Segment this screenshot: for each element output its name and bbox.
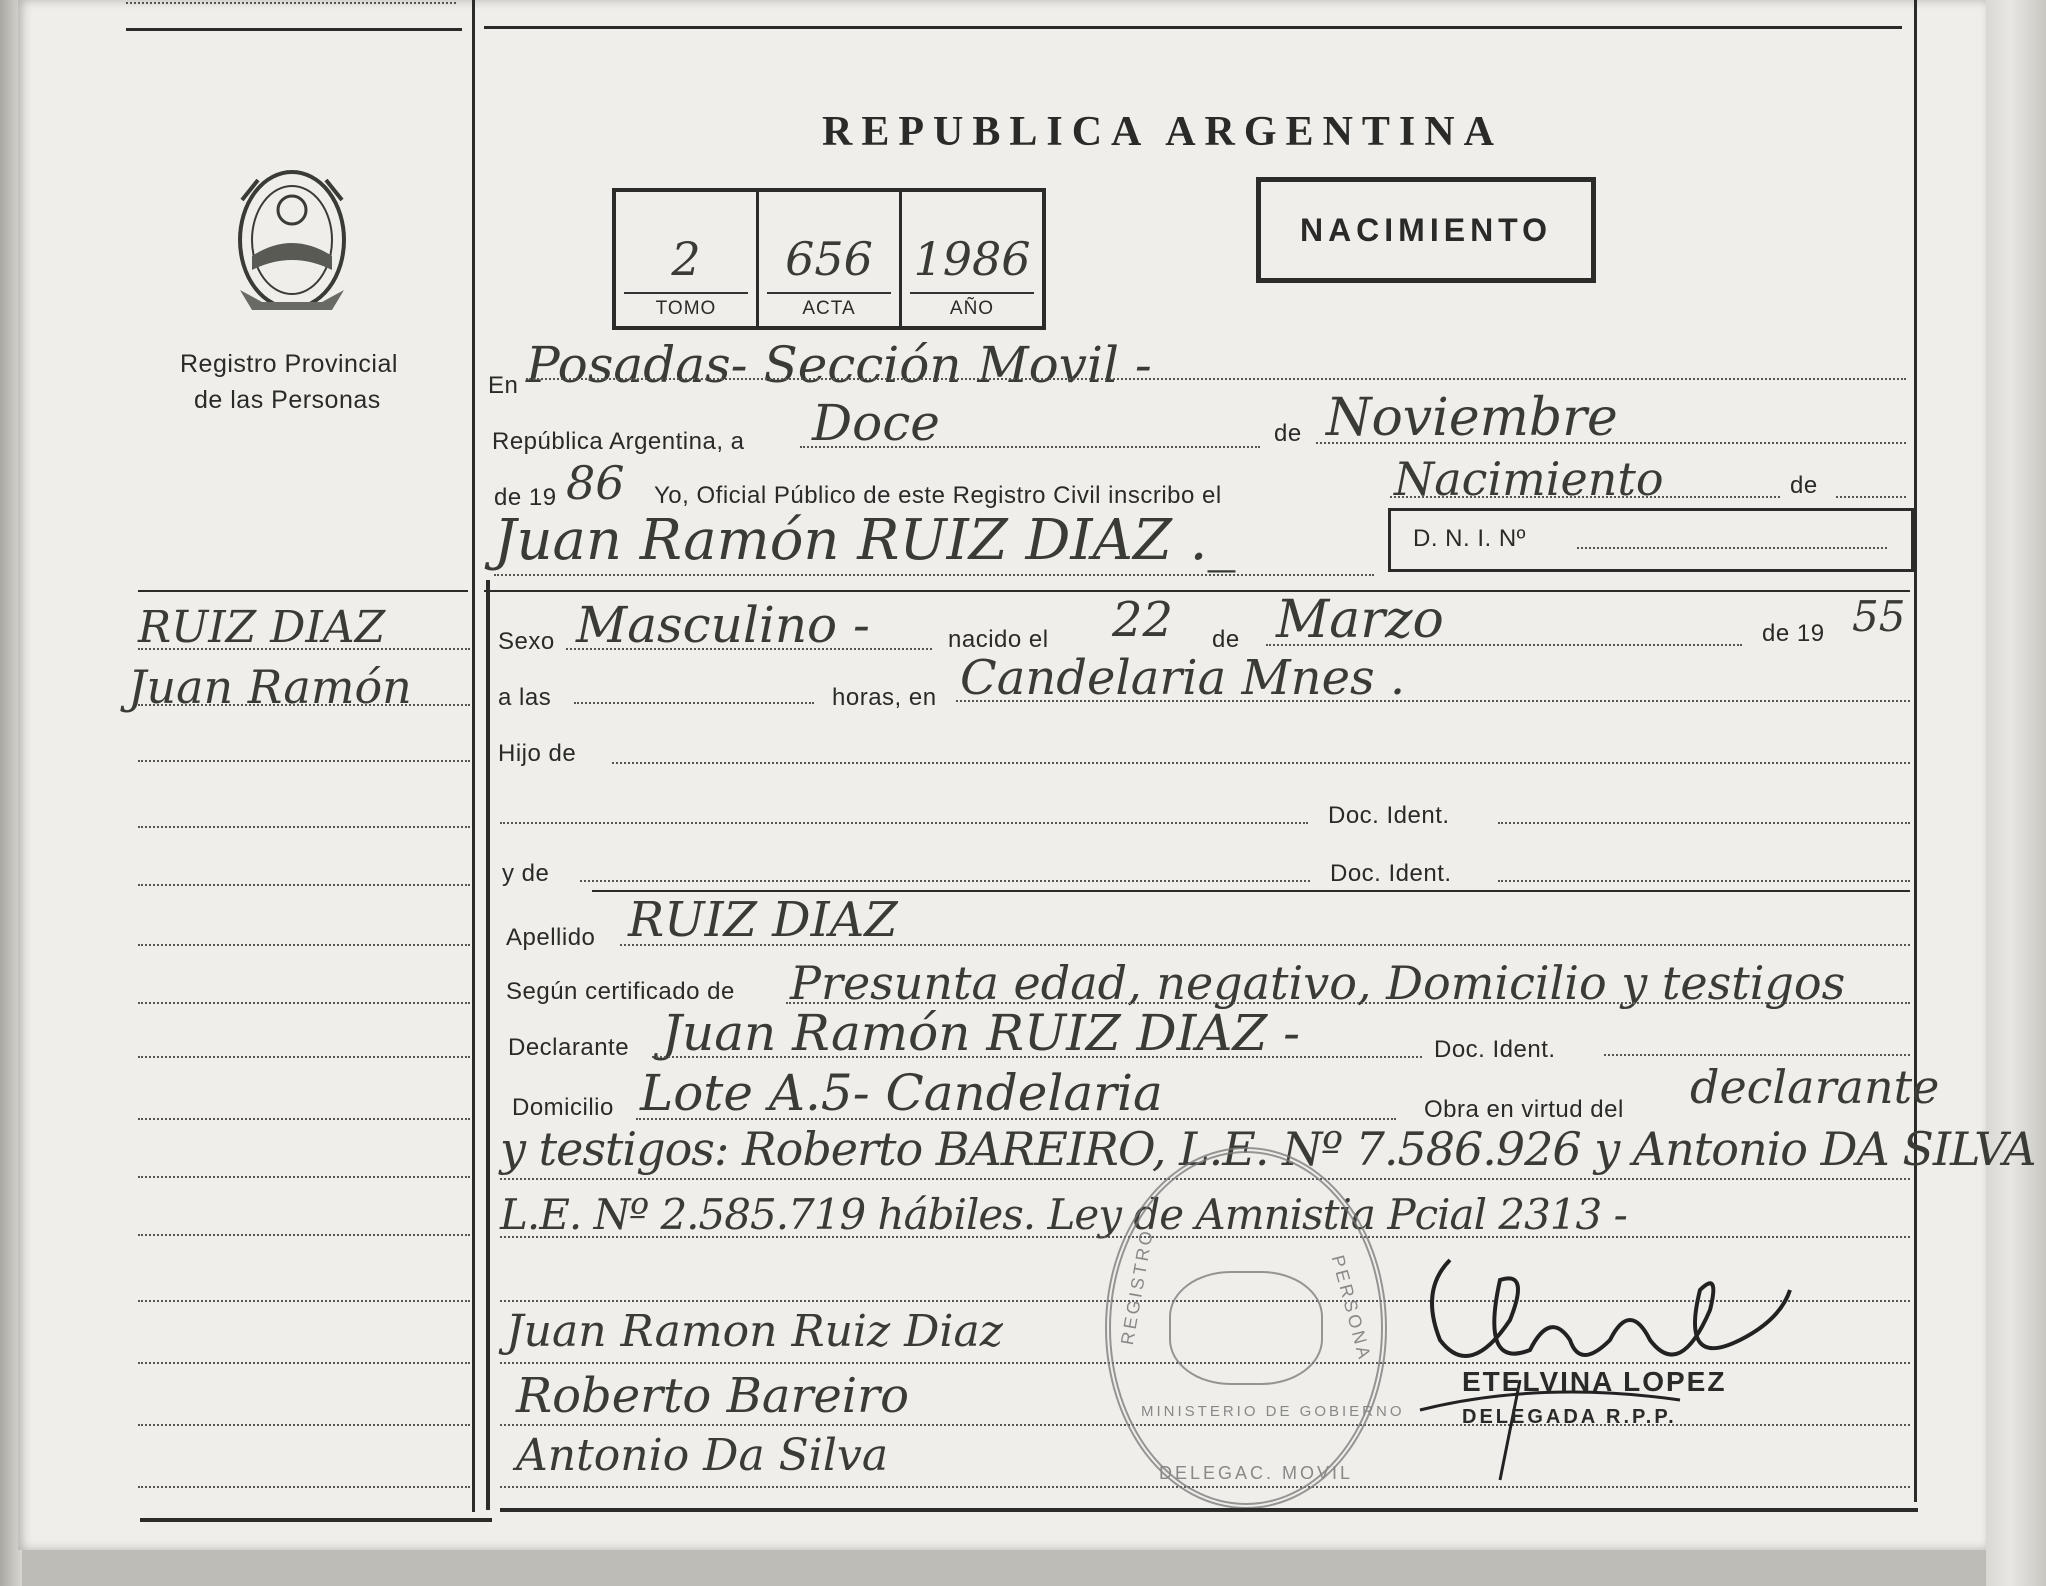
tomo-value: 2 bbox=[671, 232, 701, 286]
declarante-line bbox=[652, 1056, 1422, 1058]
doc-ident-label: Doc. Ident. bbox=[1328, 802, 1450, 829]
margin-top-rule bbox=[126, 28, 462, 31]
padre-line bbox=[500, 822, 1308, 824]
record-type-box bbox=[1256, 177, 1596, 283]
tomo-label: TOMO bbox=[624, 292, 748, 320]
tomo-cell bbox=[616, 192, 759, 326]
margin-row bbox=[138, 1176, 470, 1178]
margin-row bbox=[138, 648, 470, 650]
dia-value: Doce bbox=[812, 394, 940, 452]
en-label: En bbox=[488, 372, 519, 399]
margin-row bbox=[138, 944, 470, 946]
doc-ident-line bbox=[1498, 822, 1910, 824]
right-border bbox=[1914, 0, 1917, 1502]
lugar-value: Candelaria Mnes . bbox=[960, 650, 1406, 706]
signature-witness-1: Roberto Bareiro bbox=[516, 1368, 909, 1424]
declarante-label: Declarante bbox=[508, 1034, 630, 1061]
main-bottom-rule bbox=[500, 1508, 1918, 1512]
doc-ident-line-2 bbox=[1498, 880, 1910, 882]
acta-value: 656 bbox=[785, 232, 873, 286]
seal-bottom-text: DELEGAC. MOVIL bbox=[1159, 1463, 1354, 1483]
ano-cell bbox=[902, 192, 1042, 326]
en-value: Posadas- Sección Movil - bbox=[526, 336, 1152, 394]
madre-line bbox=[580, 880, 1310, 882]
sexo-line bbox=[566, 648, 932, 650]
de-line-2 bbox=[1836, 496, 1906, 498]
apellido-value: RUIZ DIAZ bbox=[628, 892, 898, 948]
signature-witness-2: Antonio Da Silva bbox=[516, 1430, 889, 1481]
margin-row bbox=[138, 1002, 470, 1004]
de-label-3: de bbox=[1212, 626, 1240, 653]
nac-mes-line bbox=[1266, 644, 1742, 646]
margin-row bbox=[138, 826, 470, 828]
mes-value: Noviembre bbox=[1326, 388, 1618, 448]
official-title: DELEGADA R.P.P. bbox=[1462, 1406, 1677, 1428]
de-label: de bbox=[1274, 420, 1302, 447]
domicilio-label: Domicilio bbox=[512, 1094, 614, 1121]
official-name: ETELVINA LOPEZ bbox=[1462, 1366, 1727, 1397]
testigos-line-1: y testigos: Roberto BAREIRO, L.E. Nº 7.586.926 y Antonio DA SILVA bbox=[500, 1122, 2036, 1176]
margin-bottom-rule bbox=[140, 1518, 492, 1522]
registry-name-line1: Registro Provincial bbox=[180, 350, 398, 378]
margin-divider bbox=[472, 0, 475, 1512]
dni-box bbox=[1388, 508, 1914, 572]
sexo-value: Masculino - bbox=[576, 596, 870, 654]
apellido-label: Apellido bbox=[506, 924, 596, 951]
margin-row bbox=[138, 1300, 470, 1302]
mes-line bbox=[1316, 442, 1906, 444]
main-rule-name bbox=[484, 590, 1910, 592]
margin-row bbox=[138, 1234, 470, 1236]
main-top-rule bbox=[484, 26, 1902, 29]
margin-row bbox=[138, 1424, 470, 1426]
apellido-line bbox=[620, 944, 1910, 946]
nacido-label: nacido el bbox=[948, 626, 1049, 653]
horas-label: horas, en bbox=[832, 684, 937, 711]
margin-row bbox=[138, 1486, 470, 1488]
margin-rule-name bbox=[138, 590, 468, 592]
alas-label: a las bbox=[498, 684, 552, 711]
acto-line bbox=[1390, 496, 1780, 498]
nac-anio-value: 55 bbox=[1852, 592, 1906, 641]
de19-label-2: de 19 bbox=[1762, 620, 1825, 647]
nombre-line bbox=[494, 574, 1374, 576]
margin-row bbox=[138, 1056, 470, 1058]
oficial-text: Yo, Oficial Público de este Registro Civil inscribo el bbox=[654, 482, 1222, 509]
doc-ident-label-2: Doc. Ident. bbox=[1330, 860, 1452, 887]
coat-of-arms-icon bbox=[222, 160, 362, 320]
dni-label: D. N. I. Nº bbox=[1413, 525, 1526, 552]
dni-line bbox=[1577, 547, 1887, 549]
page-title: REPUBLICA ARGENTINA bbox=[822, 109, 1503, 155]
margin-row bbox=[138, 1118, 470, 1120]
sexo-label: Sexo bbox=[498, 628, 555, 655]
acto-value: Nacimiento bbox=[1394, 452, 1664, 506]
en-line bbox=[526, 378, 1906, 380]
obra-label: Obra en virtud del bbox=[1424, 1096, 1624, 1123]
de-label-2: de bbox=[1790, 472, 1818, 499]
nombre-value: Juan Ramón RUIZ DIAZ ._ bbox=[494, 508, 1236, 573]
seal-text-right: PERSONA bbox=[1327, 1253, 1376, 1364]
segun-label: Según certificado de bbox=[506, 978, 735, 1005]
margin-note-name: Juan Ramón bbox=[128, 660, 412, 714]
seal-emblem bbox=[1169, 1271, 1323, 1385]
doc-ident-label-3: Doc. Ident. bbox=[1434, 1036, 1556, 1063]
dia-line bbox=[800, 446, 1260, 448]
de19-label: de 19 bbox=[494, 484, 557, 511]
ano-label: AÑO bbox=[910, 292, 1034, 320]
segun-value: Presunta edad, negativo, Domicilio y testigos bbox=[790, 956, 1846, 1010]
seal-text-left: REGISTRO bbox=[1117, 1226, 1158, 1347]
registry-name-line2: de las Personas bbox=[194, 386, 381, 414]
testigos-line-2: L.E. Nº 2.585.719 hábiles. Ley de Amnistia Pcial 2313 - bbox=[500, 1190, 1627, 1239]
nac-dia-value: 22 bbox=[1112, 592, 1174, 648]
signature-declarant: Juan Ramon Ruiz Diaz bbox=[506, 1306, 1003, 1357]
acta-label: ACTA bbox=[767, 292, 891, 320]
record-type: NACIMIENTO bbox=[1299, 212, 1553, 248]
margin-row bbox=[138, 884, 470, 886]
lugar-line bbox=[956, 700, 1910, 702]
register-number-box bbox=[612, 188, 1046, 330]
margin-note-surname: RUIZ DIAZ bbox=[138, 602, 386, 653]
domicilio-value: Lote A.5- Candelaria bbox=[640, 1064, 1163, 1122]
margin-row bbox=[138, 704, 470, 706]
yde-label: y de bbox=[502, 860, 550, 887]
republica-label: República Argentina, a bbox=[492, 428, 745, 455]
official-seal bbox=[1105, 1147, 1405, 1509]
horas-line bbox=[574, 702, 814, 704]
form-inner-divider bbox=[486, 580, 490, 1510]
ano-value: 1986 bbox=[913, 232, 1031, 286]
hijo-label: Hijo de bbox=[498, 740, 577, 767]
nac-mes-value: Marzo bbox=[1276, 590, 1444, 650]
anio-value: 86 bbox=[566, 456, 625, 510]
declarante-value: Juan Ramón RUIZ DIAZ - bbox=[662, 1004, 1301, 1062]
margin-row bbox=[138, 760, 470, 762]
domicilio-line bbox=[636, 1118, 1396, 1120]
acta-cell bbox=[759, 192, 902, 326]
page-edges bbox=[1986, 0, 2046, 1586]
hijo-line bbox=[612, 762, 1910, 764]
doc-ident-line-3 bbox=[1604, 1054, 1910, 1056]
seal-inner-text: MINISTERIO DE GOBIERNO bbox=[1141, 1403, 1405, 1420]
obra-value: declarante bbox=[1690, 1060, 1940, 1114]
margin-top-dots bbox=[126, 2, 456, 4]
margin-row bbox=[138, 1362, 470, 1364]
official-signature-icon bbox=[1380, 1230, 1820, 1490]
